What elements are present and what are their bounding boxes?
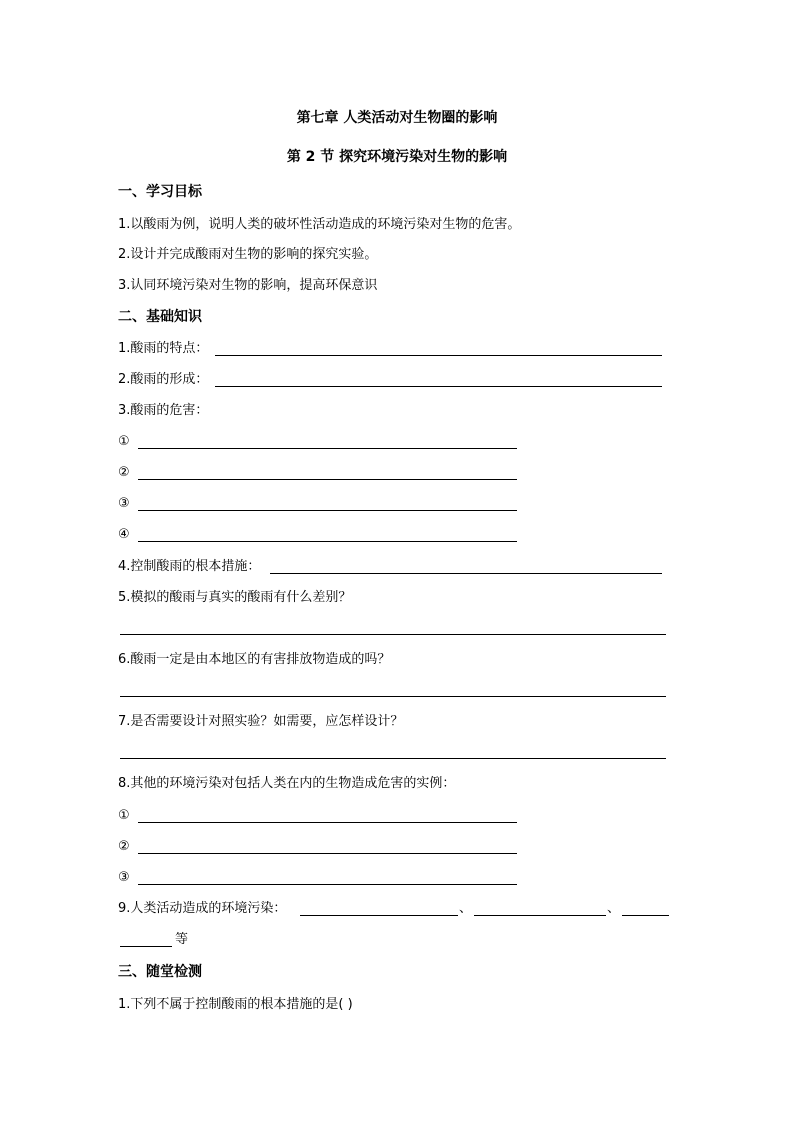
- q9-answer-blank-2[interactable]: [474, 915, 606, 916]
- q5-answer-blank[interactable]: [120, 634, 666, 635]
- q8-marker-2: ②: [118, 839, 130, 854]
- q8-answer-blank-2[interactable]: [138, 853, 517, 854]
- q3-marker-1: ①: [118, 434, 130, 449]
- q8-answer-blank-3[interactable]: [138, 884, 517, 885]
- q9-separator-1: 、: [459, 901, 473, 916]
- q4-answer-blank[interactable]: [270, 573, 662, 574]
- heading-learning-goals: 一、学习目标: [118, 184, 202, 200]
- q6-label: 6.酸雨一定是由本地区的有害排放物造成的吗？: [118, 652, 391, 667]
- q6-answer-blank[interactable]: [120, 696, 666, 697]
- q1-label: 1.酸雨的特点：: [118, 341, 209, 356]
- chapter-title: 第七章 人类活动对生物圈的影响: [296, 110, 498, 126]
- q7-answer-blank[interactable]: [120, 758, 666, 759]
- q9-answer-blank-1[interactable]: [300, 915, 458, 916]
- q3-answer-blank-1[interactable]: [138, 448, 517, 449]
- q9-separator-2: 、: [607, 901, 621, 916]
- q9-answer-blank-3b[interactable]: [120, 946, 172, 947]
- heading-in-class-check: 三、随堂检测: [118, 964, 202, 980]
- q3-marker-2: ②: [118, 465, 130, 480]
- q3-answer-blank-2[interactable]: [138, 479, 517, 480]
- check-question-1: 1.下列不属于控制酸雨的根本措施的是( ): [118, 997, 353, 1012]
- q8-label: 8.其他的环境污染对包括人类在内的生物造成危害的实例：: [118, 776, 456, 791]
- q4-label: 4.控制酸雨的根本措施：: [118, 559, 261, 574]
- q9-answer-blank-3a[interactable]: [622, 915, 669, 916]
- goal-item-3: 3.认同环境污染对生物的影响，提高环保意识: [118, 278, 378, 293]
- q8-answer-blank-1[interactable]: [138, 822, 517, 823]
- goal-item-1: 1.以酸雨为例，说明人类的破坏性活动造成的环境污染对生物的危害。: [118, 217, 521, 232]
- q3-answer-blank-3[interactable]: [138, 510, 517, 511]
- q3-marker-3: ③: [118, 496, 130, 511]
- q2-answer-blank[interactable]: [215, 386, 662, 387]
- section-title: 第 2 节 探究环境污染对生物的影响: [286, 149, 508, 165]
- q2-label: 2.酸雨的形成：: [118, 372, 209, 387]
- q1-answer-blank[interactable]: [215, 355, 662, 356]
- q8-marker-3: ③: [118, 870, 130, 885]
- goal-item-2: 2.设计并完成酸雨对生物的影响的探究实验。: [118, 247, 378, 262]
- q3-answer-blank-4[interactable]: [138, 541, 517, 542]
- q7-label: 7.是否需要设计对照实验？如需要，应怎样设计？: [118, 714, 404, 729]
- heading-basic-knowledge: 二、基础知识: [118, 309, 202, 325]
- q5-label: 5.模拟的酸雨与真实的酸雨有什么差别？: [118, 590, 352, 605]
- q9-suffix: 等: [175, 932, 189, 947]
- q3-marker-4: ④: [118, 527, 130, 542]
- q8-marker-1: ①: [118, 808, 130, 823]
- q3-label: 3.酸雨的危害：: [118, 403, 209, 418]
- q9-label: 9.人类活动造成的环境污染：: [118, 901, 287, 916]
